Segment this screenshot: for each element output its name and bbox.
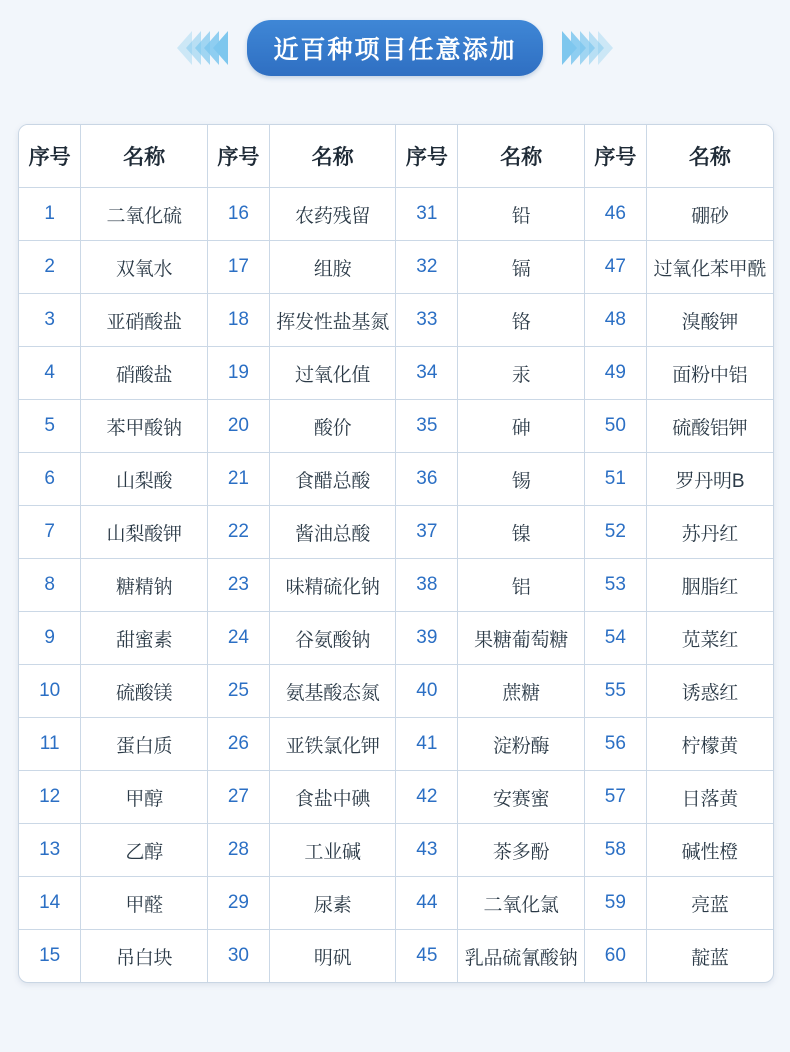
cell-index: 52 [584,506,646,559]
cell-index: 23 [207,559,269,612]
cell-index: 5 [19,400,81,453]
cell-index: 28 [207,824,269,877]
cell-name: 镉 [458,241,585,294]
cell-name: 硫酸镁 [81,665,208,718]
cell-index: 34 [396,347,458,400]
cell-name: 吊白块 [81,930,208,983]
cell-index: 8 [19,559,81,612]
cell-index: 26 [207,718,269,771]
cell-index: 13 [19,824,81,877]
table-row [19,930,773,983]
cell-name: 茶多酚 [458,824,585,877]
column-header-name-1: 名称 [81,125,208,188]
column-header-name-2: 名称 [269,125,396,188]
cell-name: 硼砂 [646,188,773,241]
cell-name: 铅 [458,188,585,241]
cell-index: 45 [396,930,458,983]
cell-name: 乳品硫氰酸钠 [458,930,585,983]
cell-index: 44 [396,877,458,930]
table-row [19,347,773,400]
cell-index: 32 [396,241,458,294]
table-row [19,188,773,241]
table-row [19,665,773,718]
cell-index: 60 [584,930,646,983]
column-header-index-1: 序号 [19,125,81,188]
cell-name: 糖精钠 [81,559,208,612]
cell-index: 50 [584,400,646,453]
cell-name: 酱油总酸 [269,506,396,559]
cell-name: 乙醇 [81,824,208,877]
cell-index: 12 [19,771,81,824]
cell-name: 苯甲酸钠 [81,400,208,453]
table-row [19,506,773,559]
cell-name: 明矾 [269,930,396,983]
cell-index: 15 [19,930,81,983]
table-row [19,877,773,930]
cell-name: 亮蓝 [646,877,773,930]
cell-index: 33 [396,294,458,347]
cell-name: 铬 [458,294,585,347]
cell-name: 亚铁氯化钾 [269,718,396,771]
cell-name: 二氧化硫 [81,188,208,241]
column-header-name-3: 名称 [458,125,585,188]
cell-name: 山梨酸 [81,453,208,506]
cell-name: 氨基酸态氮 [269,665,396,718]
cell-name: 碱性橙 [646,824,773,877]
cell-name: 双氧水 [81,241,208,294]
cell-name: 蛋白质 [81,718,208,771]
chevron-right-icon [565,31,610,65]
items-table-card [18,124,774,983]
column-header-index-3: 序号 [396,125,458,188]
cell-index: 51 [584,453,646,506]
cell-index: 29 [207,877,269,930]
table-row [19,241,773,294]
cell-index: 49 [584,347,646,400]
cell-index: 22 [207,506,269,559]
cell-name: 苋菜红 [646,612,773,665]
cell-index: 56 [584,718,646,771]
table-row [19,718,773,771]
cell-name: 酸价 [269,400,396,453]
cell-name: 日落黄 [646,771,773,824]
cell-name: 二氧化氯 [458,877,585,930]
cell-index: 2 [19,241,81,294]
cell-name: 硫酸铝钾 [646,400,773,453]
items-table [19,125,773,982]
cell-index: 6 [19,453,81,506]
cell-name: 味精硫化钠 [269,559,396,612]
table-row [19,824,773,877]
cell-name: 砷 [458,400,585,453]
cell-index: 46 [584,188,646,241]
cell-index: 39 [396,612,458,665]
cell-name: 甜蜜素 [81,612,208,665]
cell-name: 挥发性盐基氮 [269,294,396,347]
cell-index: 43 [396,824,458,877]
cell-index: 36 [396,453,458,506]
cell-name: 谷氨酸钠 [269,612,396,665]
cell-name: 山梨酸钾 [81,506,208,559]
cell-name: 镍 [458,506,585,559]
cell-name: 果糖葡萄糖 [458,612,585,665]
cell-name: 工业碱 [269,824,396,877]
cell-index: 21 [207,453,269,506]
cell-index: 4 [19,347,81,400]
cell-name: 锡 [458,453,585,506]
chevron-left-icon [180,31,225,65]
cell-index: 14 [19,877,81,930]
cell-name: 甲醛 [81,877,208,930]
cell-name: 硝酸盐 [81,347,208,400]
cell-name: 面粉中铝 [646,347,773,400]
cell-name: 食醋总酸 [269,453,396,506]
cell-index: 10 [19,665,81,718]
table-row [19,400,773,453]
cell-name: 苏丹红 [646,506,773,559]
cell-name: 靛蓝 [646,930,773,983]
cell-name: 胭脂红 [646,559,773,612]
column-header-index-2: 序号 [207,125,269,188]
cell-name: 蔗糖 [458,665,585,718]
cell-name: 过氧化值 [269,347,396,400]
table-header-row [19,125,773,188]
cell-index: 37 [396,506,458,559]
table-row [19,453,773,506]
cell-index: 42 [396,771,458,824]
column-header-index-4: 序号 [584,125,646,188]
cell-index: 48 [584,294,646,347]
cell-index: 59 [584,877,646,930]
column-header-name-4: 名称 [646,125,773,188]
cell-name: 罗丹明B [646,453,773,506]
cell-name: 食盐中碘 [269,771,396,824]
cell-index: 25 [207,665,269,718]
cell-index: 17 [207,241,269,294]
cell-name: 农药残留 [269,188,396,241]
cell-name: 甲醇 [81,771,208,824]
table-body [19,188,773,983]
cell-name: 柠檬黄 [646,718,773,771]
cell-name: 过氧化苯甲酰 [646,241,773,294]
cell-index: 47 [584,241,646,294]
cell-index: 53 [584,559,646,612]
cell-index: 30 [207,930,269,983]
cell-index: 1 [19,188,81,241]
cell-name: 溴酸钾 [646,294,773,347]
cell-index: 58 [584,824,646,877]
cell-index: 16 [207,188,269,241]
cell-index: 41 [396,718,458,771]
cell-name: 安赛蜜 [458,771,585,824]
table-row [19,559,773,612]
cell-name: 铝 [458,559,585,612]
table-row [19,294,773,347]
cell-index: 55 [584,665,646,718]
cell-index: 38 [396,559,458,612]
cell-name: 尿素 [269,877,396,930]
table-row [19,771,773,824]
cell-name: 淀粉酶 [458,718,585,771]
cell-index: 57 [584,771,646,824]
cell-index: 19 [207,347,269,400]
cell-index: 54 [584,612,646,665]
cell-name: 亚硝酸盐 [81,294,208,347]
cell-index: 3 [19,294,81,347]
cell-name: 汞 [458,347,585,400]
cell-index: 18 [207,294,269,347]
cell-index: 40 [396,665,458,718]
cell-index: 35 [396,400,458,453]
cell-name: 诱惑红 [646,665,773,718]
cell-index: 31 [396,188,458,241]
page-title: 近百种项目任意添加 [247,20,542,76]
cell-index: 7 [19,506,81,559]
cell-index: 9 [19,612,81,665]
table-row [19,612,773,665]
cell-index: 11 [19,718,81,771]
cell-name: 组胺 [269,241,396,294]
page-header [0,0,790,96]
cell-index: 20 [207,400,269,453]
cell-index: 24 [207,612,269,665]
cell-index: 27 [207,771,269,824]
